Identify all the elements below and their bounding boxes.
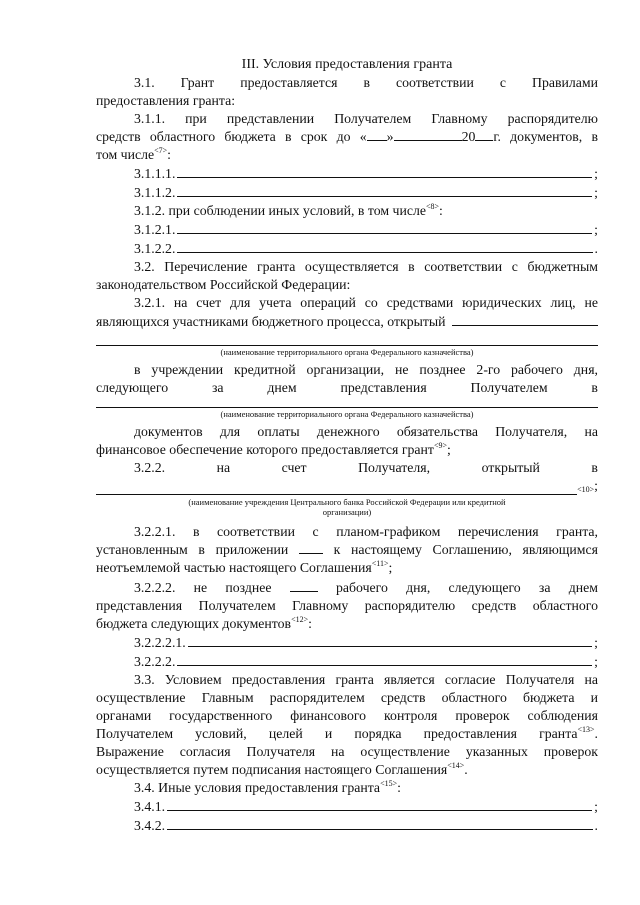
row-3-1-1-2: 3.1.1.2. ; bbox=[134, 185, 598, 200]
caption-treasury-2: (наименование территориального органа Федерального казначейства) bbox=[220, 409, 474, 419]
clause-3-2-2-1: 3.2.2.1. в соответствии с планом-графиком перечисления гранта, bbox=[134, 524, 598, 539]
clause-3-3-f: осуществляется путем подписания настоящего Соглашения$^{<14>}$. bbox=[96, 761, 468, 777]
clause-3-2-2-2-end: бюджета следующих документов$^{<12>}$: bbox=[96, 615, 312, 631]
blank-line[interactable] bbox=[177, 183, 592, 197]
caption-line[interactable] bbox=[96, 345, 598, 346]
clause-3-2-2-line: <10> ; bbox=[96, 477, 598, 495]
clause-3-3-c: органами государственного финансового контроля проверок соблюдения bbox=[96, 708, 598, 723]
day-field[interactable] bbox=[367, 128, 387, 141]
clause-3-2-2-2-cont: представления Получателем Главному распорядителю средств областного bbox=[96, 598, 598, 613]
blank-line[interactable] bbox=[177, 652, 592, 666]
blank-line[interactable] bbox=[177, 220, 592, 234]
clause-3-2-1-next: следующего за днем представления Получателем в bbox=[96, 380, 598, 395]
clause-3-2-cont: законодательством Российской Федерации: bbox=[96, 277, 351, 292]
clause-3-2-1: 3.2.1. на счет для учета операций со средствами юридических лиц, не bbox=[134, 295, 598, 310]
footnote-9: <9> bbox=[433, 441, 447, 450]
blank-line[interactable] bbox=[188, 633, 592, 647]
footnote-15: <15> bbox=[380, 779, 398, 788]
blank-line[interactable] bbox=[96, 484, 577, 495]
row-3-4-1: 3.4.1. ; bbox=[134, 799, 598, 814]
clause-3-2-1-cont: являющихся участниками бюджетного процесса, открытый bbox=[96, 312, 598, 331]
caption-line[interactable] bbox=[96, 407, 598, 408]
clause-3-2-2: 3.2.2. на счет Получателя, открытый в bbox=[134, 460, 598, 475]
clause-3-1-1: 3.1.1. при представлении Получателем Главному распорядителю bbox=[134, 111, 598, 126]
footnote-10: <10> bbox=[577, 485, 595, 494]
footnote-7: <7> bbox=[154, 146, 168, 155]
clause-3-4: 3.4. Иные условия предоставления гранта$^{<15>}$: bbox=[134, 779, 401, 795]
clause-3-2-2-2: 3.2.2.2. не позднее рабочего дня, следующего за днем bbox=[134, 580, 599, 595]
row-3-2-2-2-2: 3.2.2.2. ; bbox=[134, 654, 598, 669]
caption-bank-1: (наименование учреждения Центрального банка Российской Федерации или кредитной bbox=[188, 497, 506, 507]
row-3-1-2-1: 3.1.2.1. ; bbox=[134, 222, 598, 237]
year-field[interactable] bbox=[475, 128, 493, 141]
footnote-13: <13> bbox=[577, 725, 595, 734]
row-3-1-2-2: 3.1.2.2. . bbox=[134, 241, 598, 256]
clause-3-2-1-bank: в учреждении кредитной организации, не позднее 2-го рабочего дня, bbox=[134, 362, 598, 377]
month-field[interactable] bbox=[394, 128, 462, 141]
row-3-4-2: 3.4.2. . bbox=[134, 818, 598, 833]
footnote-12: <12> bbox=[291, 615, 309, 624]
row-3-1-1-1: 3.1.1.1. ; bbox=[134, 166, 598, 181]
blank-line[interactable] bbox=[167, 797, 592, 811]
blank-line[interactable] bbox=[452, 312, 598, 326]
days-field[interactable] bbox=[290, 579, 318, 592]
clause-3-3: 3.3. Условием предоставления гранта является согласие Получателя на bbox=[134, 672, 598, 687]
clause-3-2-2-1-cont: установленным в приложении к настоящему Соглашению, являющимся bbox=[96, 542, 598, 557]
clause-3-1-cont: предоставления гранта: bbox=[96, 93, 236, 108]
blank-line[interactable] bbox=[177, 239, 592, 253]
clause-3-1-2: 3.1.2. при соблюдении иных условий, в том числе$^{<8>}$: bbox=[134, 202, 443, 218]
clause-3-2-2-1-end: неотъемлемой частью настоящего Соглашения$^{<11>}$; bbox=[96, 559, 393, 575]
clause-3-3-d: Получателем условий, целей и порядка предоставления гранта$^{<13>}$. bbox=[96, 725, 598, 741]
footnote-8: <8> bbox=[426, 202, 440, 211]
row-3-2-2-2-1: 3.2.2.2.1. ; bbox=[134, 635, 598, 650]
blank-line[interactable] bbox=[167, 816, 593, 830]
clause-3-1-1-cont: средств областного бюджета в срок до « » 20 г. документов, в bbox=[96, 129, 598, 144]
clause-3-2-1-docs-cont: финансовое обеспечение которого предоставляется грант$^{<9>}$; bbox=[96, 441, 451, 457]
clause-3-2: 3.2. Перечисление гранта осуществляется в соответствии с бюджетным bbox=[134, 259, 598, 274]
clause-3-2-1-docs: документов для оплаты денежного обязательства Получателя, на bbox=[134, 424, 598, 439]
clause-3-3-e: Выражение согласия Получателя на осуществление указанных проверок bbox=[96, 744, 598, 759]
caption-treasury-1: (наименование территориального органа Федерального казначейства) bbox=[220, 347, 474, 357]
appendix-number-field[interactable] bbox=[299, 541, 323, 554]
footnote-11: <11> bbox=[371, 559, 389, 568]
blank-line[interactable] bbox=[177, 164, 592, 178]
section-heading: III. Условия предоставления гранта bbox=[241, 57, 453, 72]
caption-bank-2: организации) bbox=[322, 507, 372, 517]
footnote-14: <14> bbox=[447, 761, 465, 770]
clause-3-1-1-end: том числе$^{<7>}$: bbox=[96, 146, 171, 162]
clause-3-3-b: осуществление Главным распорядителем средств областного бюджета и bbox=[96, 690, 598, 705]
clause-3-1: 3.1. Грант предоставляется в соответствии с Правилами bbox=[134, 75, 598, 90]
